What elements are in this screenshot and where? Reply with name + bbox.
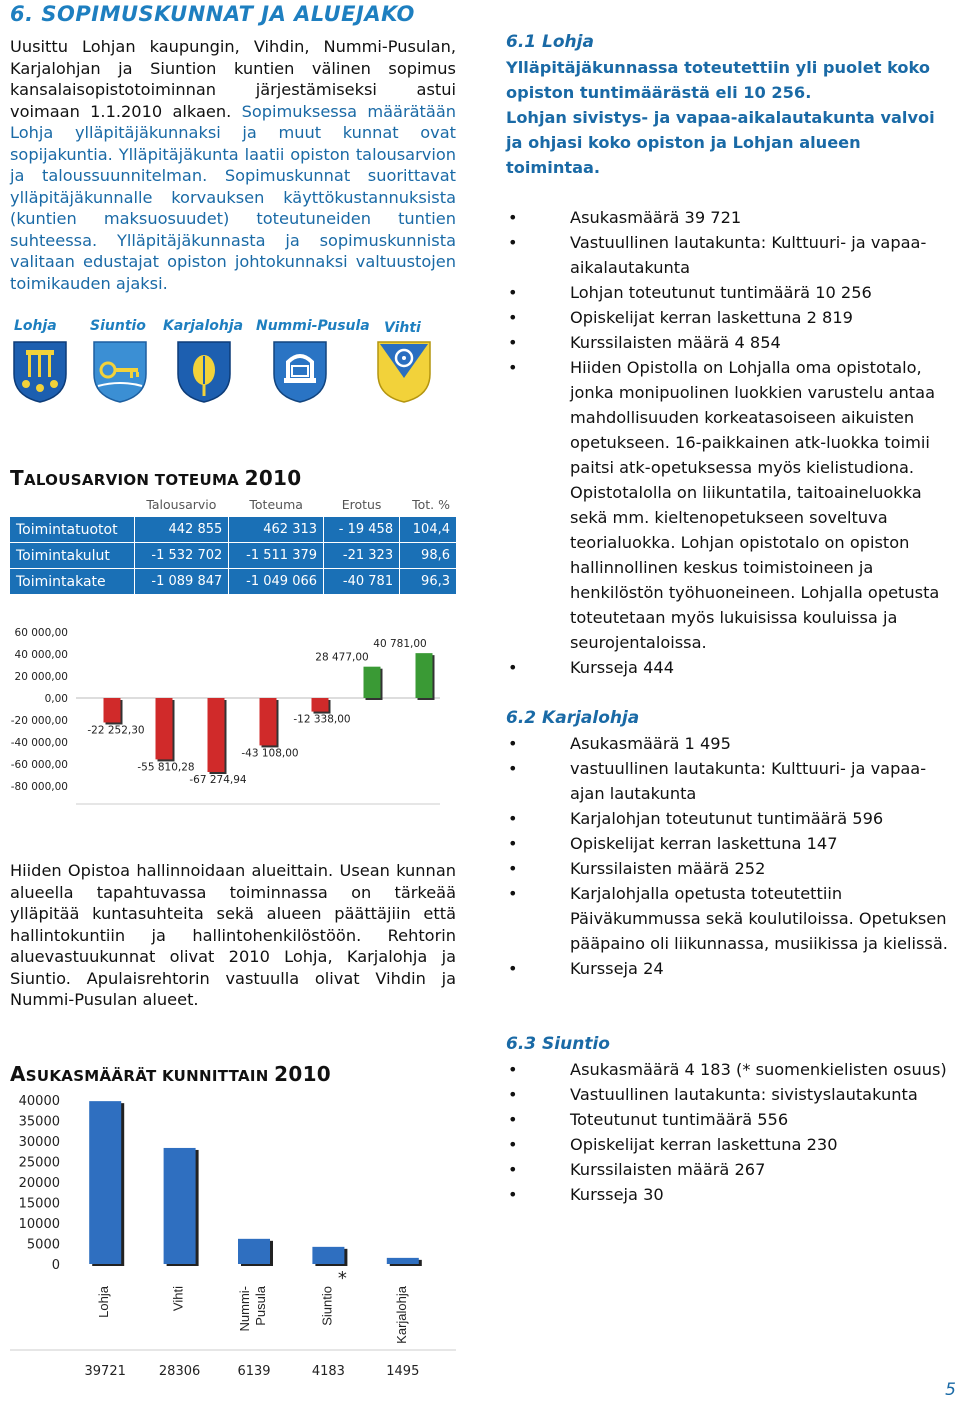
- bullet: •: [508, 1135, 518, 1154]
- bullet: •: [508, 1185, 518, 1204]
- bullet: •: [508, 734, 518, 753]
- lohja-list: [506, 205, 951, 680]
- y-tick-label: -20 000,00: [10, 715, 68, 727]
- table-row: [10, 543, 456, 569]
- bar: [89, 1101, 121, 1264]
- page-heading: 6. SOPIMUSKUNNAT JA ALUEJAKO: [10, 2, 415, 26]
- y-tick-label: 0,00: [44, 693, 68, 705]
- cell: 96,3: [400, 569, 456, 595]
- bullet: •: [508, 884, 518, 903]
- footnote-star: *: [337, 1268, 347, 1289]
- population-title: [10, 1062, 331, 1086]
- y-tick-label: 40000: [18, 1094, 60, 1109]
- list-item: [506, 1132, 951, 1157]
- bar: [364, 667, 381, 698]
- bar-value-label: -22 252,30: [87, 724, 145, 737]
- karjalohja-section: [506, 706, 951, 981]
- siuntio-list: [506, 1057, 951, 1207]
- population-title-rest: SUKASMÄÄRÄT KUNNITTAIN: [25, 1067, 275, 1085]
- cell: -1 532 702: [134, 543, 229, 569]
- siuntio-heading: [506, 1032, 951, 1057]
- population-value-label: 1495: [386, 1364, 420, 1379]
- y-tick-label: 60 000,00: [14, 627, 68, 639]
- cell: - 19 458: [324, 517, 400, 543]
- bullet: •: [508, 1160, 518, 1179]
- population-bar-chart: [10, 1088, 456, 1380]
- y-tick-label: 20000: [18, 1176, 60, 1191]
- table-row: [10, 569, 456, 595]
- lohja-intro: Ylläpitäjäkunnassa toteutettiin yli puolet koko opiston tuntimäärästä eli 10 256.: [506, 58, 930, 102]
- list-item: [506, 956, 951, 981]
- bar-value-label: -55 810,28: [137, 761, 195, 774]
- muni-label-siuntio: Siuntio: [90, 318, 146, 334]
- budget-title-rest: ALOUSARVION TOTEUMA: [23, 471, 245, 489]
- bar: [312, 698, 329, 712]
- muni-label-lohja: Lohja: [14, 318, 57, 334]
- bullet: •: [508, 834, 518, 853]
- bullet: •: [508, 759, 518, 778]
- bullet: •: [508, 809, 518, 828]
- section-number: 6.2: [506, 708, 537, 728]
- section-number: 6.1: [506, 32, 537, 52]
- category-label-line: Nummi-: [237, 1286, 252, 1332]
- list-item: [506, 330, 951, 355]
- list-item: [506, 831, 951, 856]
- bullet: •: [508, 233, 518, 252]
- category-label-line: Pusula: [253, 1286, 268, 1326]
- cell: 462 313: [229, 517, 324, 543]
- y-tick-label: 35000: [18, 1114, 60, 1130]
- row-label: Toimintakate: [10, 569, 134, 595]
- bullet: •: [508, 283, 518, 302]
- bullet: •: [508, 208, 518, 227]
- cell: -21 323: [324, 543, 400, 569]
- list-item-text: Opiskelijat kerran laskettuna 147: [570, 834, 838, 853]
- col-talousarvio: Talousarvio: [134, 492, 229, 517]
- category-label-line: Vihti: [170, 1286, 186, 1312]
- budget-header-row: [10, 492, 456, 517]
- bar-value-label: 28 477,00: [315, 651, 369, 664]
- list-item-text: Kurssilaisten määrä 4 854: [570, 333, 781, 352]
- muni-label-vihti: Vihti: [384, 320, 421, 336]
- budget-title-year: 2010: [244, 466, 302, 490]
- row-label: Toimintakulut: [10, 543, 134, 569]
- section-name: Siuntio: [536, 1034, 610, 1054]
- list-item-text: Opiskelijat kerran laskettuna 2 819: [570, 308, 853, 327]
- category-label-line: Lohja: [96, 1286, 112, 1318]
- list-item: [506, 856, 951, 881]
- siuntio-coat-of-arms: [92, 340, 148, 404]
- bullet: •: [508, 1085, 518, 1104]
- category-label: [237, 1285, 268, 1331]
- list-item-text: Lohjan toteutunut tuntimäärä 10 256: [570, 283, 872, 302]
- list-item-text: Karjalohjan toteutunut tuntimäärä 596: [570, 809, 884, 828]
- list-item-text: Kurssilaisten määrä 252: [570, 859, 766, 878]
- population-value-label: 39721: [84, 1364, 126, 1379]
- intro-text-a: Uusittu Lohjan kaupungin, Vihdin, Nummi-Pusulan, Karjalohjan ja Siuntion kuntien välinen sopimus kansalaisopistotoiminnan järjestämiseksi astui voimaan 1.1.2010 alkaen.: [10, 37, 456, 121]
- list-item: [506, 1057, 951, 1082]
- bar: [312, 1247, 344, 1264]
- list-item-text: Asukasmäärä 4 183 (* suomenkielisten osuus): [570, 1060, 947, 1079]
- bar: [164, 1148, 196, 1264]
- list-item: [506, 1182, 951, 1207]
- administration-paragraph: Hiiden Opistoa hallinnoidaan alueittain. Usean kunnan alueella tapahtuvassa toiminnassa on tärkeää ylläpitää kuntasuhteita sekä alueen päättäjiin että hallintokuntiin ja hallintohenkilöstöön. Rehtorin aluevastuukunnat olivat 2010 Lohja, Karjalohja ja Siuntio. Apulaisrehtorin vastuulla olivat Vihdin ja Nummi-Pusulan alueet.: [10, 861, 456, 1009]
- list-item: [506, 806, 951, 831]
- population-value-label: 28306: [158, 1364, 201, 1379]
- muni-label-karjalohja: Karjalohja: [163, 318, 244, 334]
- karjalohja-heading: [506, 706, 951, 731]
- lohja-intro-b: Lohjan sivistys- ja vapaa-aikalautakunta valvoi ja ohjasi koko opiston ja Lohjan alueen toimintaa.: [506, 108, 935, 177]
- cell: -40 781: [324, 569, 400, 595]
- vihti-coat-of-arms: [376, 340, 432, 404]
- bullet: •: [508, 333, 518, 352]
- intro-text-c: Sopimuskunnat suorittavat ylläpitäjäkunnalle korvauksen käyttökustannuksista (kuntien maksuosuudet) toteutuneiden tuntien suhteessa.: [10, 166, 456, 250]
- list-item: [506, 756, 951, 806]
- category-label: [394, 1285, 409, 1344]
- list-item: [506, 305, 951, 330]
- y-tick-label: 20 000,00: [14, 671, 68, 683]
- bullet: •: [508, 1060, 518, 1079]
- bar-value-label: -43 108,00: [241, 747, 299, 760]
- section-name: Karjalohja: [536, 708, 640, 728]
- lohja-section: [506, 30, 951, 680]
- section-name: Lohja: [536, 32, 594, 52]
- bar: [260, 698, 277, 745]
- bullet: •: [508, 1110, 518, 1129]
- row-label: Toimintatuotot: [10, 517, 134, 543]
- budget-bar-chart: [10, 620, 456, 810]
- list-item-text: Toteutunut tuntimäärä 556: [570, 1110, 789, 1129]
- population-title-year: 2010: [274, 1062, 332, 1086]
- list-item: [506, 731, 951, 756]
- list-item: [506, 230, 951, 280]
- bar-value-label: -67 274,94: [189, 774, 247, 787]
- category-label-line: Siuntio: [319, 1286, 335, 1326]
- karjalohja-list: [506, 731, 951, 981]
- intro-paragraph: [10, 36, 456, 294]
- lohja-heading: [506, 30, 951, 55]
- bar-value-label: -12 338,00: [293, 713, 351, 726]
- category-label: [319, 1286, 334, 1326]
- page-number: 5: [945, 1380, 956, 1400]
- list-item-text: Kurssilaisten määrä 267: [570, 1160, 766, 1179]
- population-value-label: 6139: [237, 1364, 271, 1379]
- bullet: •: [508, 658, 518, 677]
- list-item-text: Vastuullinen lautakunta: Kulttuuri- ja vapaa-aikalautakunta: [570, 233, 927, 277]
- karjalohja-coat-of-arms: [176, 340, 232, 404]
- list-item-text: Vastuullinen lautakunta: sivistyslautakunta: [570, 1085, 918, 1104]
- category-label: [171, 1286, 186, 1311]
- y-tick-label: 25000: [18, 1155, 60, 1171]
- bar: [416, 653, 433, 698]
- budget-title-initial: T: [10, 466, 24, 490]
- siuntio-section: [506, 1032, 951, 1207]
- list-item-text: Kursseja 444: [570, 658, 675, 677]
- category-label: [96, 1285, 111, 1318]
- cell: -1 511 379: [229, 543, 324, 569]
- y-tick-label: 15000: [18, 1196, 60, 1212]
- col-tot-pct: Tot. %: [400, 492, 456, 517]
- y-tick-label: 40 000,00: [14, 649, 68, 661]
- bar: [387, 1258, 419, 1264]
- bar: [208, 698, 225, 772]
- section-number: 6.3: [506, 1034, 537, 1054]
- bar: [238, 1239, 270, 1264]
- list-item: [506, 280, 951, 305]
- list-item-text: Asukasmäärä 1 495: [570, 734, 731, 753]
- list-item-text: Karjalohjalla opetusta toteutettiin Päiväkummussa sekä koulutiloissa. Opetuksen pääpaino oli liikunnassa, musiikissa ja kielissä.: [570, 884, 948, 953]
- cell: -1 089 847: [134, 569, 229, 595]
- lohja-coat-of-arms: [12, 340, 68, 404]
- y-tick-label: 30000: [18, 1135, 60, 1150]
- list-item: [506, 1107, 951, 1132]
- list-item-text: Asukasmäärä 39 721: [570, 208, 742, 227]
- intro-text-b: Sopimuksessa määrätään Lohja ylläpitäjäkunnaksi ja muut kunnat ovat sopijakuntia. Ylläpitäjäkunta laatii opiston talousarvion ja taloussuunnitelman.: [10, 101, 456, 185]
- cell: 104,4: [400, 517, 456, 543]
- bullet: •: [508, 859, 518, 878]
- budget-table: [10, 492, 456, 606]
- list-item: [506, 655, 951, 680]
- cell: 442 855: [134, 517, 229, 543]
- bar: [104, 698, 121, 722]
- bar-value-label: 40 781,00: [373, 638, 427, 651]
- bullet: •: [508, 308, 518, 327]
- nummi-pusula-coat-of-arms: [272, 340, 328, 404]
- col-erotus: Erotus: [324, 492, 400, 517]
- list-item-text: vastuullinen lautakunta: Kulttuuri- ja vapaa-ajan lautakunta: [570, 759, 927, 803]
- list-item-text: Opiskelijat kerran laskettuna 230: [570, 1135, 838, 1154]
- bullet: •: [508, 959, 518, 978]
- population-title-initial: A: [10, 1062, 26, 1086]
- list-item-text: Kursseja 30: [570, 1185, 664, 1204]
- y-tick-label: 10000: [18, 1217, 60, 1232]
- table-row: [10, 517, 456, 543]
- population-value-label: 4183: [311, 1364, 345, 1379]
- y-tick-label: -80 000,00: [10, 781, 68, 793]
- y-tick-label: -60 000,00: [10, 759, 68, 771]
- y-tick-label: 5000: [26, 1237, 60, 1253]
- intro-text-d: Ylläpitäjäkunnasta ja sopimuskunnista valitaan edustajat opiston johtokunnaksi valtuustojen toimikauden ajaksi.: [10, 230, 456, 293]
- list-item: [506, 355, 951, 655]
- cell: 98,6: [400, 543, 456, 569]
- bullet: •: [508, 358, 518, 377]
- cell: -1 049 066: [229, 569, 324, 595]
- y-tick-label: 0: [51, 1258, 60, 1273]
- list-item: [506, 205, 951, 230]
- y-tick-label: -40 000,00: [10, 737, 68, 749]
- category-label-line: Karjalohja: [393, 1286, 409, 1344]
- list-item: [506, 1082, 951, 1107]
- muni-label-nummi-pusula: Nummi-Pusula: [256, 318, 370, 334]
- list-item-text: Kursseja 24: [570, 959, 664, 978]
- budget-title: [10, 466, 301, 490]
- list-item-text: Hiiden Opistolla on Lohjalla oma opistotalo, jonka monipuolinen luokkien varustelu antaa mahdollisuuden korkeatasoiseen aikuisten opetukseen. 16-paikkainen atk-luokka toimii paitsi atk-opetuksessa myös kielistudiona. Opistotalolla on liikuntatila, taitoaineluokka sekä mm. kieltenopetukseen soveltuva teorialuokka. Lohjan opistotalo on opiston hallinnollinen keskus toimistoineen ja henkilöstön työhuoneineen. Lohjalla opetusta toteutetaan myös lukuisissa kouluissa ja seurojentaloissa.: [570, 358, 940, 652]
- bar: [156, 698, 173, 759]
- list-item: [506, 881, 951, 956]
- col-toteuma: Toteuma: [229, 492, 324, 517]
- list-item: [506, 1157, 951, 1182]
